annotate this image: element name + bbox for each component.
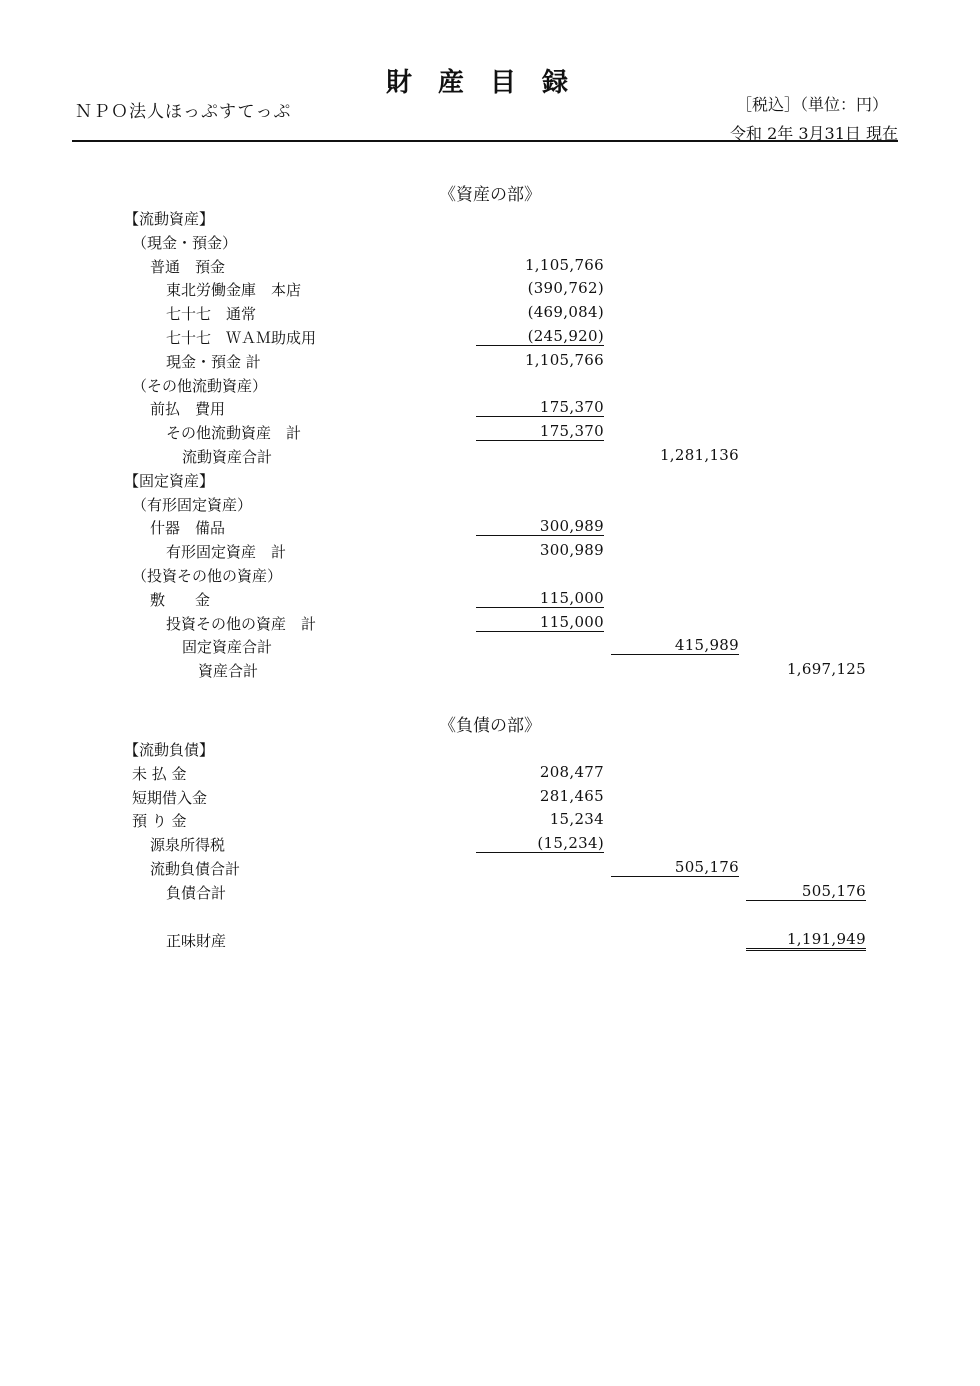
row-value: 300,989 [476,517,604,536]
row-value: 15,234 [549,810,604,829]
row-label: 固定資産合計 [182,638,273,657]
table-row [0,611,980,635]
assets-heading: 《資産の部》 [439,185,541,205]
row-label: 【流動負債】 [124,741,215,759]
net-assets-row [0,928,980,952]
table-row [0,468,980,492]
table-row [0,254,980,278]
row-label: 負債合計 [166,883,227,902]
organization-name: ＮＰＯ法人ほっぷすてっぷ [75,102,292,122]
net-assets-label: 正味財産 [166,932,227,950]
table-row [0,832,980,856]
as-of-date: 令和 2年 3月31日 現在 [730,124,898,143]
table-row [0,349,980,373]
table-row [0,856,980,880]
table-row [0,563,980,587]
net-assets-value: 1,191,949 [746,930,866,951]
row-label: その他流動資産 計 [166,424,302,443]
table-row [0,420,980,444]
table-row [0,492,980,516]
table-row [0,206,980,230]
table-row [0,373,980,397]
row-value: (469,084) [527,303,604,322]
page-title: 財産目録 [385,68,594,98]
row-label: 源泉所得税 [150,836,226,855]
row-label: 七十七 通常 [166,305,257,324]
table-row [0,785,980,809]
row-label: 未 払 金 [132,764,187,783]
row-value: 115,000 [476,589,604,608]
row-value: (15,234) [476,834,604,853]
row-label: 普通 預金 [150,257,226,276]
row-value: 300,989 [539,541,604,560]
table-row [0,515,980,539]
row-label: 前払 費用 [150,400,226,419]
row-value: 208,477 [539,762,604,781]
row-label: （投資その他の資産） [132,567,283,585]
row-label: 【流動資産】 [124,210,215,228]
row-label: 有形固定資産 計 [166,543,287,562]
table-row [0,277,980,301]
row-label: 什器 備品 [150,519,226,538]
unit-note: ［税込］（単位：円） [735,95,888,114]
row-value: 1,697,125 [786,660,866,679]
row-value: 505,176 [746,882,866,901]
row-value: (245,920) [476,327,604,346]
row-label: 投資その他の資産 計 [166,614,317,633]
row-label: 七十七 ＷＡＭ助成用 [166,329,317,347]
liabilities-heading: 《負債の部》 [439,716,541,736]
row-label: （その他流動資産） [132,376,268,395]
table-row [0,737,980,761]
table-row [0,396,980,420]
row-value: 115,000 [476,613,604,632]
table-row [0,880,980,904]
row-label: 【固定資産】 [124,471,215,490]
table-row [0,634,980,658]
row-label: 現金・預金 計 [166,352,261,371]
table-row [0,539,980,563]
table-row [0,230,980,254]
row-label: 敷 金 [150,590,211,609]
header-rule [72,140,898,142]
row-label: 流動資産合計 [182,448,273,466]
row-value: 1,105,766 [524,255,604,274]
row-value: 281,465 [539,786,604,805]
row-label: 資産合計 [198,662,259,681]
row-value: 505,176 [611,858,739,877]
row-label: 流動負債合計 [150,860,241,878]
table-row [0,761,980,785]
row-value: 1,105,766 [524,350,604,369]
row-label: 短期借入金 [132,788,208,807]
table-row [0,658,980,682]
row-label: 東北労働金庫 本店 [166,281,302,300]
row-value: 175,370 [476,422,604,441]
table-row [0,444,980,468]
table-row [0,301,980,325]
row-value: 1,281,136 [659,446,739,464]
row-label: （有形固定資産） [132,495,253,514]
table-row [0,808,980,832]
table-row [0,587,980,611]
row-value: 175,370 [476,398,604,417]
row-label: （現金・預金） [132,233,238,252]
row-value: 415,989 [611,636,739,655]
table-row [0,325,980,349]
row-value: (390,762) [527,279,604,298]
row-label: 預 り 金 [132,812,187,831]
